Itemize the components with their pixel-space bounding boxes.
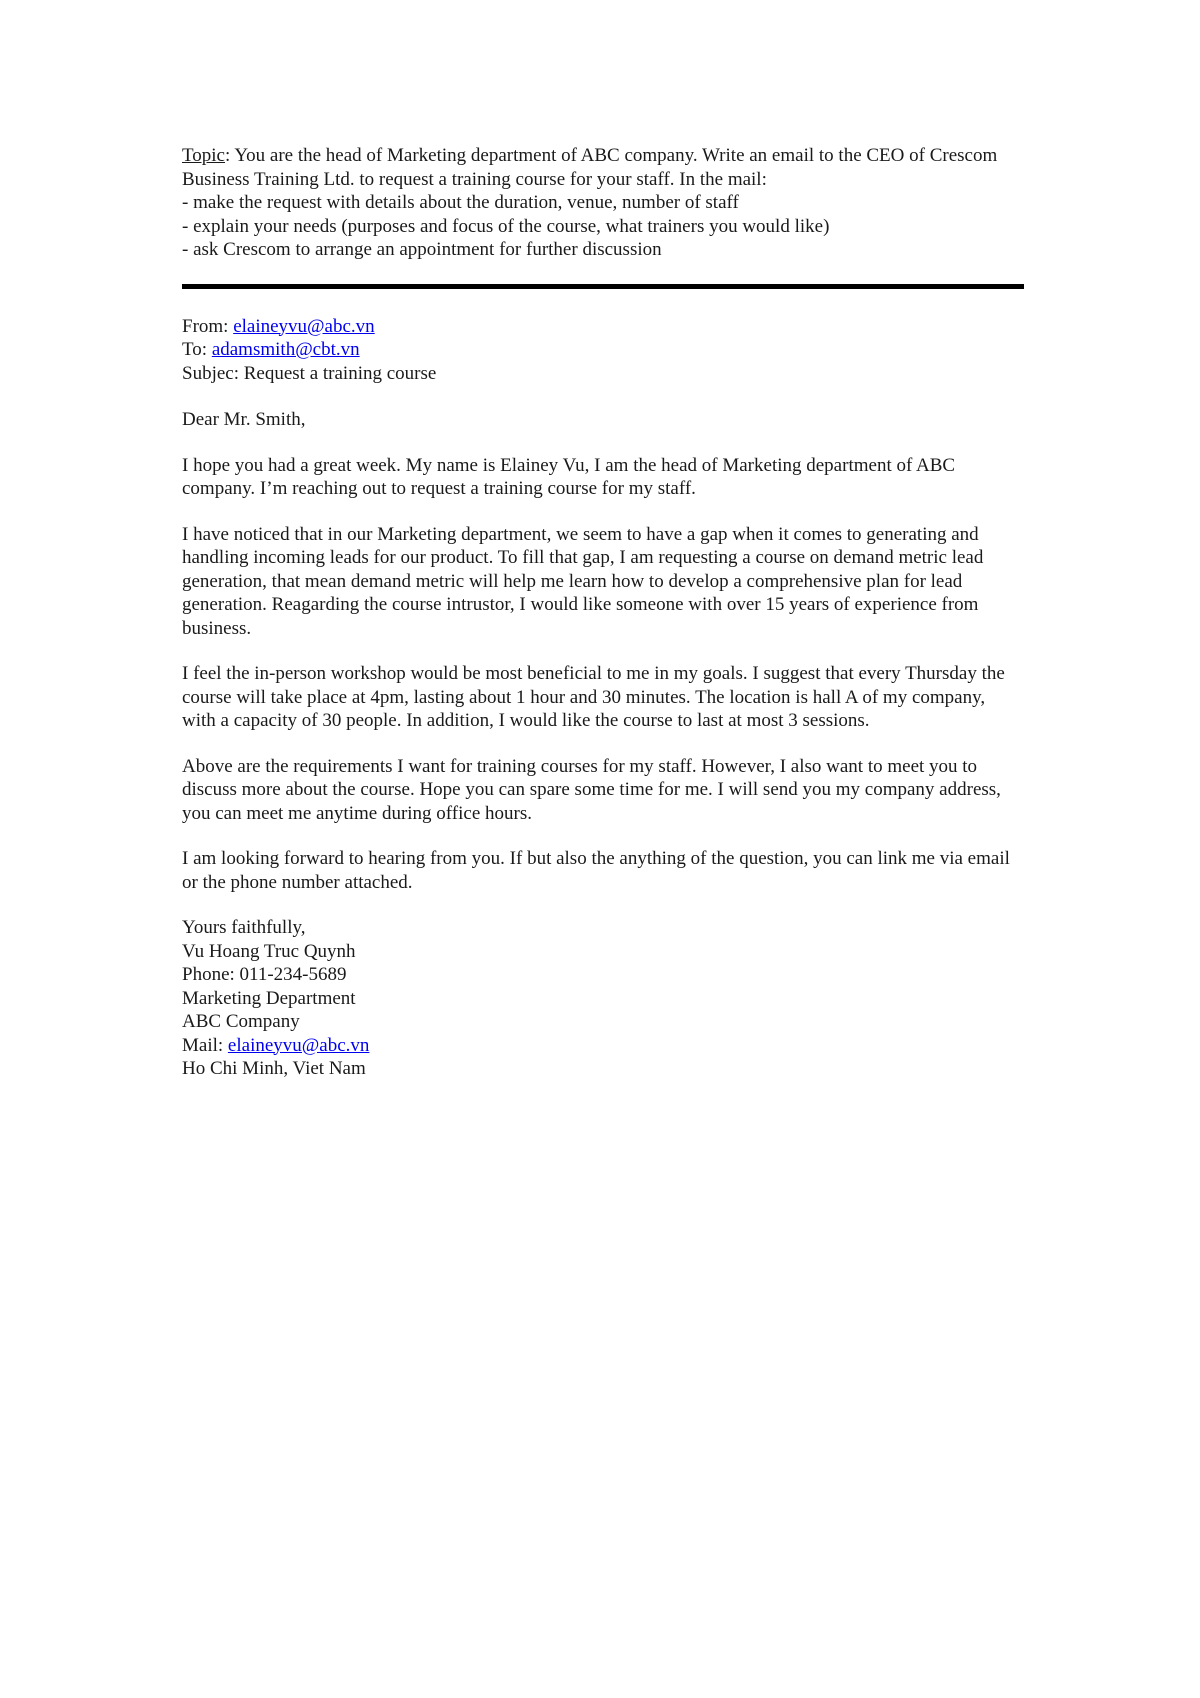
body-paragraph: Above are the requirements I want for training courses for my staff. However, I also want to meet you to discuss more about the course. Hope you can spare some time for me. I will send you my company address, you can meet me anytime during office hours. bbox=[182, 755, 1001, 824]
email-header bbox=[182, 315, 1022, 386]
body-paragraph: I am looking forward to hearing from you. If but also the anything of the question, you can link me via email or the phone number attached. bbox=[182, 848, 1010, 893]
signature-closing: Yours faithfully, bbox=[182, 917, 306, 938]
document-page bbox=[182, 144, 1022, 1081]
topic-block bbox=[182, 144, 1022, 262]
horizontal-rule bbox=[182, 284, 1024, 289]
topic-label: Topic bbox=[182, 145, 225, 166]
body-paragraph: I feel the in-person workshop would be most beneficial to me in my goals. I suggest that every Thursday the course will take place at 4pm, lasting about 1 hour and 30 minutes. The location is hall A of my company, with a capacity of 30 people. In addition, I would like the course to last at most 3 sessions. bbox=[182, 663, 1005, 731]
signature-name: Vu Hoang Truc Quynh bbox=[182, 940, 356, 962]
body-paragraph: I have noticed that in our Marketing department, we seem to have a gap when it comes to generating and handling incoming leads for our product. To fill that gap, I am requesting a course on demand metric lead generation, that mean demand metric will help me learn how to develop a comprehensive plan for lead generation. Reagarding the course intrustor, I would like someone with over 15 years of experience from business. bbox=[182, 523, 984, 639]
signature-mail-label: Mail: bbox=[182, 1034, 228, 1056]
topic-intro bbox=[182, 144, 1022, 191]
subject-line: Subjec: Request a training course bbox=[182, 362, 437, 384]
signature-location: Ho Chi Minh, Viet Nam bbox=[182, 1058, 366, 1079]
from-line bbox=[182, 315, 1022, 339]
greeting: Dear Mr. Smith, bbox=[182, 409, 306, 430]
topic-bullet: - ask Crescom to arrange an appointment for further discussion bbox=[182, 239, 662, 260]
topic-bullet: - explain your needs (purposes and focus of the course, what trainers you would like) bbox=[182, 215, 830, 237]
from-label: From: bbox=[182, 315, 234, 337]
signature-email-link[interactable]: elaineyvu@abc.vn bbox=[227, 1034, 370, 1056]
signature-company: ABC Company bbox=[182, 1011, 300, 1032]
to-email-link[interactable]: adamsmith@cbt.vn bbox=[211, 339, 360, 360]
signature-block bbox=[182, 916, 1022, 1081]
signature-department: Marketing Department bbox=[182, 987, 356, 1009]
to-line bbox=[182, 338, 1022, 362]
from-email-link[interactable]: elaineyvu@abc.vn bbox=[233, 315, 375, 337]
body-paragraph: I hope you had a great week. My name is Elainey Vu, I am the head of Marketing department of ABC company. I’m reaching out to request a training course for my staff. bbox=[182, 454, 956, 499]
signature-phone: Phone: 011-234-5689 bbox=[182, 964, 347, 985]
topic-bullet: - make the request with details about the duration, venue, number of staff bbox=[182, 192, 739, 213]
signature-mail-line bbox=[182, 1034, 1022, 1058]
topic-text: : You are the head of Marketing department of ABC company. Write an email to the CEO of Crescom Business Training Ltd. to request a training course for your staff. In the mail: bbox=[182, 145, 998, 190]
to-label: To: bbox=[182, 339, 212, 360]
